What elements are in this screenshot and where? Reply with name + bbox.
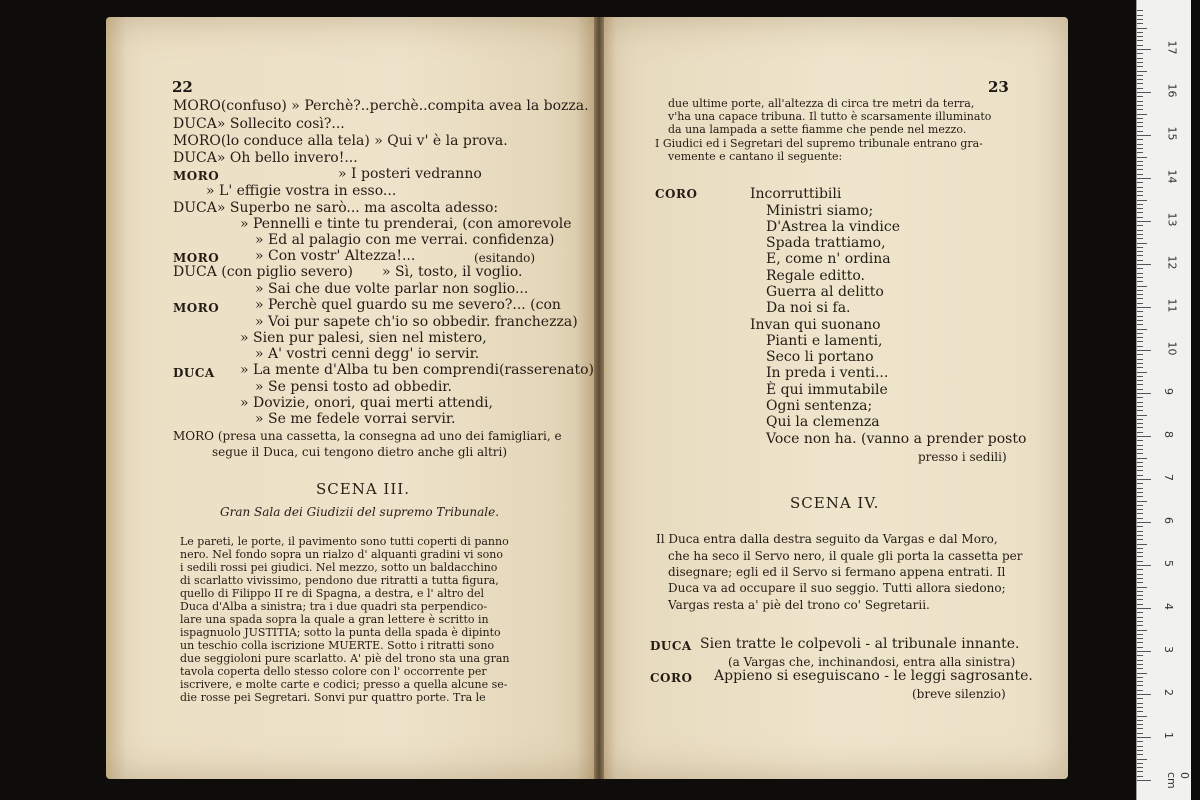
ruler-tick (1137, 208, 1143, 209)
ruler-tick (1137, 733, 1143, 734)
ruler-tick (1137, 548, 1143, 549)
chorus-line: Qui la clemenza (766, 414, 880, 430)
ruler-tick (1137, 161, 1143, 162)
ruler-tick (1137, 410, 1143, 411)
ruler-tick (1137, 58, 1143, 59)
ruler-tick (1137, 135, 1151, 136)
ruler-tick (1137, 552, 1143, 553)
chorus-line: È qui immutabile (766, 382, 888, 398)
ruler-tick (1137, 247, 1143, 248)
ruler-tick (1137, 574, 1143, 575)
ruler-tick (1137, 118, 1143, 119)
ruler-tick (1137, 569, 1143, 570)
ruler-tick (1137, 728, 1143, 729)
text-line: » I posteri vedranno (338, 166, 482, 182)
ruler-tick (1137, 96, 1143, 97)
ruler-tick (1137, 380, 1143, 381)
ruler-tick (1137, 217, 1143, 218)
ruler-tick (1137, 122, 1143, 123)
ruler-tick (1137, 488, 1143, 489)
text-line: MORO(confuso) » Perchè?..perchè..compita avea la bozza. (173, 98, 589, 114)
text-line: » Sai che due volte parlar non soglio... (255, 281, 529, 297)
description-line: un teschio colla iscrizione MUERTE. Sotto i ritratti sono (180, 639, 495, 652)
ruler-tick (1137, 286, 1147, 287)
ruler-tick (1137, 260, 1143, 261)
ruler-tick (1137, 522, 1151, 523)
ruler-tick (1137, 384, 1143, 385)
stage-direction: (breve silenzio) (912, 687, 1006, 701)
ruler-tick (1137, 251, 1143, 252)
ruler-tick (1137, 638, 1143, 639)
ruler-tick (1137, 475, 1143, 476)
ruler-tick (1137, 83, 1143, 84)
ruler-tick (1137, 320, 1143, 321)
ruler-tick (1137, 341, 1143, 342)
scene-subtitle: Gran Sala dei Giudizii del supremo Tribunale. (220, 505, 500, 519)
ruler-tick (1137, 466, 1143, 467)
ruler-tick (1137, 62, 1143, 63)
ruler-number: 8 (1162, 431, 1175, 438)
ruler-tick (1137, 479, 1151, 480)
text-line: » L' effigie vostra in esso... (206, 183, 397, 199)
ruler-tick (1137, 767, 1143, 768)
ruler-tick (1137, 780, 1151, 781)
ruler-tick (1137, 273, 1143, 274)
chorus-line: Guerra al delitto (766, 284, 884, 300)
stage-direction: MORO (presa una cassetta, la consegna ad uno dei famigliari, e (173, 429, 562, 443)
ruler-tick (1137, 234, 1143, 235)
ruler-number: 15 (1165, 126, 1179, 141)
ruler-tick (1137, 307, 1151, 308)
ruler-tick (1137, 114, 1147, 115)
ruler-number: 7 (1162, 474, 1175, 481)
ruler-tick (1137, 595, 1143, 596)
ruler-tick (1137, 660, 1143, 661)
speaker-label: MORO (173, 251, 220, 265)
ruler-tick (1137, 212, 1143, 213)
ruler-tick (1137, 311, 1143, 312)
description-line: ispagnuolo JUSTITIA; sotto la punta della spada è dipinto (180, 626, 501, 639)
ruler-tick (1137, 565, 1151, 566)
ruler-tick (1137, 264, 1151, 265)
description-line: Le pareti, le porte, il pavimento sono tutti coperti di panno (180, 535, 509, 548)
ruler-tick (1137, 329, 1147, 330)
ruler-tick (1137, 372, 1147, 373)
ruler-tick (1137, 88, 1143, 89)
stage-direction: segue il Duca, cui tengono dietro anche gli altri) (212, 445, 508, 459)
ruler-tick (1137, 625, 1143, 626)
ruler-tick (1137, 604, 1143, 605)
chorus-line: Voce non ha. (vanno a prender posto (766, 431, 1027, 447)
description-line: i sedili rossi pei giudici. Nel mezzo, sotto un baldacchino (180, 561, 498, 574)
ruler-tick (1137, 19, 1143, 20)
speaker-label: DUCA (173, 366, 215, 380)
ruler-tick (1137, 346, 1143, 347)
ruler-tick (1137, 281, 1143, 282)
ruler-tick (1137, 436, 1151, 437)
ruler-tick (1137, 23, 1143, 24)
text-line: » Ed al palagio con me verrai. confidenza) (255, 232, 555, 248)
chorus-line: E, come n' ordina (766, 251, 891, 267)
ruler-tick (1137, 178, 1151, 179)
description-line: die rosse pei Segretari. Sonvi pur quattro porte. Tra le (180, 691, 486, 704)
ruler-tick (1137, 582, 1143, 583)
ruler-tick (1137, 694, 1151, 695)
ruler-tick (1137, 458, 1147, 459)
chorus-line: Regale editto. (766, 268, 865, 284)
ruler-tick (1137, 513, 1143, 514)
ruler-tick (1137, 690, 1143, 691)
scene-line: Il Duca entra dalla destra seguito da Vargas e dal Moro, (656, 532, 998, 546)
ruler-tick (1137, 501, 1147, 502)
description-line: lare una spada sopra la quale a gran lettere è scritto in (180, 613, 489, 626)
ruler-tick (1137, 169, 1143, 170)
ruler-tick (1137, 105, 1143, 106)
ruler-tick (1137, 470, 1143, 471)
ruler-tick (1137, 333, 1143, 334)
ruler-tick (1137, 556, 1143, 557)
text-line: v'ha una capace tribuna. Il tutto è scarsamente illuminato (668, 110, 992, 123)
ruler-tick (1137, 363, 1143, 364)
scene-line: Vargas resta a' piè del trono co' Segretarii. (668, 598, 930, 612)
ruler-tick (1137, 174, 1143, 175)
ruler-tick (1137, 445, 1143, 446)
ruler-tick (1137, 152, 1143, 153)
ruler-tick (1137, 505, 1143, 506)
ruler-tick (1137, 255, 1143, 256)
left-page-number: 22 (172, 78, 193, 96)
description-line: due seggioloni pure scarlatto. A' piè del trono sta una gran (180, 652, 510, 665)
ruler-tick (1137, 337, 1143, 338)
ruler-tick (1137, 225, 1143, 226)
scene-line: disegnare; egli ed il Servo si fermano appena entrati. Il (668, 565, 1006, 579)
ruler-tick (1137, 759, 1147, 760)
ruler-number: 14 (1165, 169, 1179, 184)
text-line: » Se pensi tosto ad obbedir. (255, 379, 452, 395)
ruler-tick (1137, 350, 1151, 351)
ruler-tick (1137, 126, 1143, 127)
ruler-tick (1137, 483, 1143, 484)
chorus-line: Da noi si fa. (766, 300, 851, 316)
ruler-tick (1137, 664, 1143, 665)
ruler-tick (1137, 716, 1147, 717)
ruler-number: 10 (1165, 341, 1179, 356)
ruler-tick (1137, 612, 1143, 613)
text-line: DUCA (con piglio severo) (173, 264, 353, 280)
scene-title: SCENA III. (316, 480, 410, 498)
ruler-tick (1137, 496, 1143, 497)
ruler-tick (1137, 776, 1143, 777)
text-line: » La mente d'Alba tu ben comprendi(rasserenato) (240, 362, 594, 378)
ruler-tick (1137, 673, 1147, 674)
description-line: Duca d'Alba a sinistra; tra i due quadri sta perpendico- (180, 600, 488, 613)
right-page-number: 23 (988, 78, 1009, 96)
ruler-tick (1137, 359, 1143, 360)
ruler-tick (1137, 131, 1143, 132)
ruler-tick (1137, 621, 1143, 622)
ruler-tick (1137, 642, 1143, 643)
ruler-tick (1137, 53, 1143, 54)
text-line: » Voi pur sapete ch'io so obbedir. franchezza) (255, 314, 578, 330)
ruler-tick (1137, 419, 1143, 420)
ruler-tick (1137, 221, 1151, 222)
ruler-number: 11 (1165, 298, 1179, 313)
ruler-tick (1137, 681, 1143, 682)
ruler-number: 3 (1162, 646, 1175, 653)
ruler-tick (1137, 49, 1151, 50)
ruler-tick (1137, 45, 1143, 46)
ruler-tick (1137, 15, 1143, 16)
ruler-tick (1137, 36, 1143, 37)
text-line: » A' vostri cenni degg' io servir. (255, 346, 480, 362)
scene-title: SCENA IV. (790, 494, 880, 512)
ruler-tick (1137, 707, 1143, 708)
text-line: DUCA» Sollecito così?... (173, 116, 345, 132)
ruler-number: 5 (1162, 560, 1175, 567)
ruler-tick (1137, 298, 1143, 299)
ruler-tick (1137, 238, 1143, 239)
ruler-tick (1137, 647, 1143, 648)
description-line: di scarlatto vivissimo, pendono due ritratti a tutta figura, (180, 574, 499, 587)
ruler-tick (1137, 535, 1143, 536)
ruler-tick (1137, 354, 1143, 355)
ruler-tick (1137, 191, 1143, 192)
speaker-label: DUCA (650, 639, 692, 653)
text-line: DUCA» Superbo ne sarò... ma ascolta adesso: (173, 200, 499, 216)
ruler-tick (1137, 509, 1143, 510)
ruler-tick (1137, 432, 1143, 433)
ruler-tick (1137, 393, 1151, 394)
ruler-tick (1137, 397, 1143, 398)
ruler-tick (1137, 303, 1143, 304)
ruler-tick (1137, 526, 1143, 527)
ruler-tick (1137, 462, 1143, 463)
ruler-tick (1137, 453, 1143, 454)
chorus-line: Pianti e lamenti, (766, 333, 883, 349)
dialogue-line: Appieno si eseguiscano - le leggi sagrosante. (714, 668, 1033, 684)
ruler-tick (1137, 599, 1143, 600)
ruler-tick (1137, 40, 1143, 41)
ruler-tick (1137, 230, 1143, 231)
ruler-tick (1137, 109, 1143, 110)
ruler-tick (1137, 268, 1143, 269)
text-line: vemente e cantano il seguente: (668, 150, 843, 163)
ruler-number: 6 (1162, 517, 1175, 524)
ruler-tick (1137, 165, 1143, 166)
chorus-line: Incorruttibili (750, 186, 842, 202)
chorus-line: Invan qui suonano (750, 317, 881, 333)
stage-direction: presso i sedili) (918, 450, 1007, 464)
text-line: » Pennelli e tinte tu prenderai, (con amorevole (240, 216, 572, 232)
text-line: » Sì, tosto, il voglio. (382, 264, 523, 280)
ruler-tick (1137, 617, 1143, 618)
speaker-label: MORO (173, 301, 220, 315)
ruler-tick (1137, 630, 1147, 631)
ruler-number: 4 (1162, 603, 1175, 610)
ruler-tick (1137, 724, 1143, 725)
ruler-tick (1137, 423, 1143, 424)
ruler-tick (1137, 668, 1143, 669)
ruler-tick (1137, 737, 1151, 738)
ruler-number: 2 (1162, 689, 1175, 696)
description-line: iscrivere, e molte carte e codici; presso a quella alcune se- (180, 678, 508, 691)
ruler-tick (1137, 28, 1147, 29)
book-gutter (594, 17, 604, 779)
ruler-tick (1137, 539, 1143, 540)
ruler-tick (1137, 741, 1143, 742)
ruler-tick (1137, 402, 1143, 403)
stage-direction: (a Vargas che, inchinandosi, entra alla sinistra) (728, 655, 1016, 669)
ruler-tick (1137, 771, 1143, 772)
ruler-tick (1137, 591, 1143, 592)
dialogue-line: Sien tratte le colpevoli - al tribunale innante. (700, 636, 1020, 652)
ruler-tick (1137, 763, 1143, 764)
text-line: » Sien pur palesi, sien nel mistero, (240, 330, 487, 346)
ruler-tick (1137, 290, 1143, 291)
text-line: I Giudici ed i Segretari del supremo tribunale entrano gra- (655, 137, 983, 150)
text-line: » Perchè quel guardo su me severo?... (con (255, 297, 561, 313)
description-line: quello di Filippo II re di Spagna, a destra, e l' altro del (180, 587, 485, 600)
text-line: » Se me fedele vorrai servir. (255, 411, 456, 427)
description-line: tavola coperta dello stesso colore con l' occorrente per (180, 665, 487, 678)
ruler-tick (1137, 92, 1151, 93)
ruler-tick (1137, 204, 1143, 205)
ruler-tick (1137, 66, 1143, 67)
chorus-line: In preda i venti... (766, 365, 889, 381)
ruler-tick (1137, 157, 1147, 158)
ruler-tick (1137, 415, 1147, 416)
chorus-line: Ministri siamo; (766, 203, 874, 219)
ruler-tick (1137, 324, 1143, 325)
text-line: » Dovizie, onori, quai merti attendi, (240, 395, 493, 411)
ruler-number: 13 (1165, 212, 1179, 227)
ruler-tick (1137, 243, 1147, 244)
ruler-tick (1137, 703, 1143, 704)
ruler-number: 0 cm (1165, 772, 1191, 789)
ruler-tick (1137, 200, 1147, 201)
ruler-tick (1137, 10, 1143, 11)
ruler-tick (1137, 316, 1143, 317)
stage-direction: (esitando) (474, 251, 536, 265)
scene-line: Duca va ad occupare il suo seggio. Tutti allora siedono; (668, 581, 1006, 595)
ruler-tick (1137, 75, 1143, 76)
ruler-tick (1137, 720, 1143, 721)
text-line: due ultime porte, all'altezza di circa tre metri da terra, (668, 97, 975, 110)
speaker-label: MORO (173, 169, 220, 183)
ruler-tick (1137, 148, 1143, 149)
ruler-tick (1137, 79, 1143, 80)
ruler-tick (1137, 294, 1143, 295)
text-line: » Con vostr' Altezza!... (255, 248, 416, 264)
ruler-tick (1137, 449, 1143, 450)
ruler-tick (1137, 182, 1143, 183)
ruler-tick (1137, 440, 1143, 441)
ruler-number: 9 (1162, 388, 1175, 395)
ruler-number: 1 (1162, 732, 1175, 739)
ruler-tick (1137, 561, 1143, 562)
ruler-tick (1137, 187, 1143, 188)
ruler-tick (1137, 427, 1143, 428)
chorus-line: Spada trattiamo, (766, 235, 886, 251)
ruler-tick (1137, 655, 1143, 656)
speaker-label: CORO (655, 187, 698, 201)
ruler-tick (1137, 277, 1143, 278)
ruler-tick (1137, 518, 1143, 519)
chorus-line: D'Astrea la vindice (766, 219, 901, 235)
ruler-tick (1137, 367, 1143, 368)
ruler-tick (1137, 634, 1143, 635)
ruler-tick (1137, 587, 1147, 588)
ruler-tick (1137, 32, 1143, 33)
ruler-tick (1137, 195, 1143, 196)
ruler-tick (1137, 389, 1143, 390)
description-line: nero. Nel fondo sopra un rialzo d' alquanti gradini vi sono (180, 548, 503, 561)
chorus-line: Ogni sentenza; (766, 398, 873, 414)
ruler-tick (1137, 376, 1143, 377)
ruler-tick (1137, 544, 1147, 545)
ruler-tick (1137, 144, 1143, 145)
ruler-tick (1137, 685, 1143, 686)
ruler-tick (1137, 746, 1143, 747)
ruler-tick (1137, 139, 1143, 140)
ruler-tick (1137, 711, 1143, 712)
text-line: MORO(lo conduce alla tela) » Qui v' è la prova. (173, 133, 508, 149)
ruler-number: 17 (1165, 40, 1179, 55)
chorus-line: Seco li portano (766, 349, 874, 365)
scene-line: che ha seco il Servo nero, il quale gli porta la cassetta per (668, 549, 1023, 563)
ruler-tick (1137, 531, 1143, 532)
ruler-tick (1137, 754, 1143, 755)
ruler-tick (1137, 608, 1151, 609)
measuring-ruler (1136, 0, 1191, 800)
text-line: da una lampada a sette fiamme che pende nel mezzo. (668, 123, 967, 136)
ruler-tick (1137, 492, 1143, 493)
ruler-tick (1137, 578, 1143, 579)
ruler-tick (1137, 651, 1151, 652)
ruler-number: 16 (1165, 83, 1179, 98)
speaker-label: CORO (650, 671, 693, 685)
ruler-tick (1137, 677, 1143, 678)
ruler-tick (1137, 406, 1143, 407)
ruler-tick (1137, 750, 1143, 751)
ruler-number: 12 (1165, 255, 1179, 270)
text-line: DUCA» Oh bello invero!... (173, 150, 358, 166)
ruler-tick (1137, 698, 1143, 699)
ruler-tick (1137, 71, 1147, 72)
ruler-tick (1137, 101, 1143, 102)
